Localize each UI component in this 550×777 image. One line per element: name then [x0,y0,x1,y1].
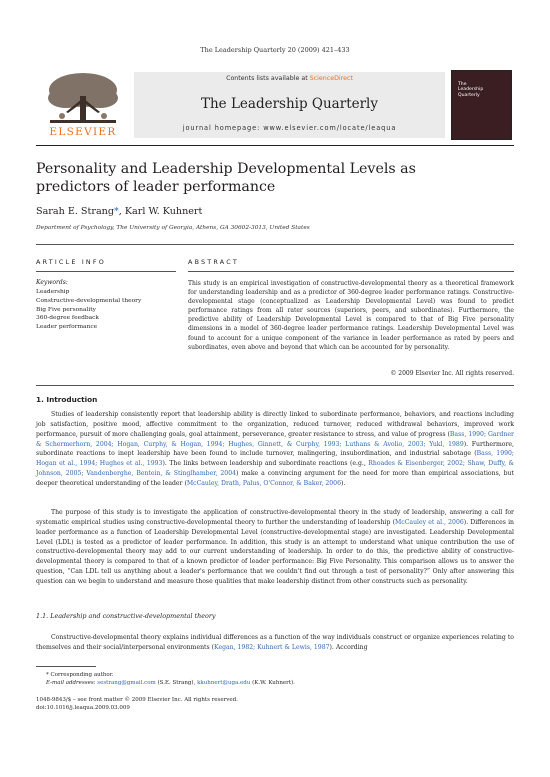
email-link[interactable]: kkuhnert@uga.edu [197,680,251,686]
publisher-logo-text: ELSEVIER [49,126,117,138]
affiliation: Department of Psychology, The University of Georgia, Athens, GA 30602-3013, United States [36,225,310,231]
subsection-heading: 1.1. Leadership and constructive-developmental theory [36,612,216,620]
issn-line: 1048-9843/$ – see front matter © 2009 Elsevier Inc. All rights reserved. [36,697,238,703]
citation-link[interactable]: McCauley et al., 2006 [394,518,464,526]
keyword: Big Five personality [36,306,96,313]
body-paragraph: The purpose of this study is to investigate the application of constructive-developmental theory in the study of leadership, answering a call for systematic empirical studies using constructive-developmental theory to further the understanding of leadership (McCauley et al., 2006). Differences in leader performance as a function of Leadership Developmental Level (constructive-developmental stage) are investigated. Leadership Developmental Level (LDL) is tested as a predictor of leader performance. In addition, this study is an attempt to understand what unique contribution the use of constructive-developmental theory may add to our current understanding of leadership. In order to do this, the predictive ability of constructive-developmental theory is compared to that of a known predictor of leader performance: Big Five Personality. This comparison allows us to answer the question, “Can LDL tell us anything about a leader's performance that we couldn't find out through a test of personality?” Only after answering this question can we begin to understand and measure those qualities that make leadership distinct from other constructs such as personality. [36,509,514,585]
author-name: , Karl W. Kuhnert [118,206,203,217]
journal-homepage [134,124,445,132]
abstract-rule [188,271,514,272]
article-title: Personality and Leadership Developmental Levels as predictors of leader performance [36,161,416,195]
citation-link[interactable]: Rhoades & Eisenberger, 2002; Shaw, Duffy, & Johnson, 2005; Vandenberghe, Bentein, & Stinglhamber, 2004 [36,460,515,478]
section-rule [36,244,514,245]
contents-prefix: Contents lists available at [226,75,310,82]
article-info-rule [36,271,176,272]
citation-link[interactable]: McCauley, Drath, Palus, O'Connor, & Baker, 2006 [186,479,342,487]
sciencedirect-link[interactable]: ScienceDirect [309,75,353,82]
abstract-heading: ABSTRACT [188,258,240,266]
keyword: Constructive-developmental theory [36,297,142,304]
journal-name: The Leadership Quarterly [200,96,379,112]
keyword: 360-degree feedback [36,315,99,322]
footnote-rule [36,666,96,667]
homepage-url[interactable]: www.elsevier.com/locate/leaqua [263,124,397,132]
contents-line [134,75,445,82]
body-paragraph: Constructive-developmental theory explains individual differences as a function of the way individuals construct or organize experiences relating to themselves and their social/interpersonal environments (Kegan, 1982; Kuhnert & Lewis, 1987). According [36,634,514,651]
doi-link[interactable]: doi:10.1016/j.leaqua.2009.03.009 [36,705,130,711]
body-paragraph: Studies of leadership consistently report that leadership ability is directly linked to subordinate performance, behaviors, and reactions including job satisfaction, positive mood, affective commitment to the organization, reduced turnover, reduced withdrawal behaviors, improved work performance, pursuit of more challenging goals, goal attainment, perseverance, greater resistance to stress, and value of progress (Bass, 1990; Gardner & Schermerhorn, 2004; Hogan, Curphy, & Hogan, 1994; Hughes, Ginnett, & Curphy, 1993; Luthans & Avolio, 2003; Yukl, 1989). Furthermore, subordinate reactions to inept leadership have been found to include turnover, malingering, insubordination, and industrial sabotage (Bass, 1990; Hogan et al., 1994; Hughes et al., 1993). The links between leadership and subordinate reactions (e.g., Rhoades & Eisenberger, 2002; Shaw, Duffy, & Johnson, 2005; Vandenberghe, Bentein, & Stinglhamber, 2004) make a convincing argument for the need for more than empirical associations, but deeper theoretical understanding of the leader (McCauley, Drath, Palus, O'Connor, & Baker, 2006). [36,411,515,487]
keyword: Leader performance [36,324,98,331]
corresponding-author-mark[interactable]: * [113,206,119,217]
cover-title: The Leadership Quarterly [458,82,484,98]
keyword: Leadership [36,289,70,295]
abstract-text: This study is an empirical investigation of constructive-developmental theory as a theoretical framework for understanding leadership and as a predictor of 360-degree leader performance ratings. Constructive-developmental stage (conceptualized as Leadership Developmental Level) was found to predict performance ratings from all rater sources (superiors, peers, and subordinates). Furthermore, the predictive ability of Leadership Developmental Level is compared to that of Big Five personality dimensions in a model of 360-degree leader performance ratings. Leadership Developmental Level was found to account for a unique component of the variance in leader performance as rated by peers and subordinates, even above and beyond that which can be accounted for by personality. [188,280,514,351]
keywords-list [36,288,176,332]
email-note: E-mail addresses: sestrang@gmail.com (S.E. Strang), kkuhnert@uga.edu (K.W. Kuhnert). [46,680,295,686]
keywords-label: Keywords: [36,279,68,286]
homepage-label: journal homepage: [182,124,264,132]
section-rule [36,385,514,386]
running-head: The Leadership Quarterly 20 (2009) 421–433 [200,46,350,54]
article-info-heading: ARTICLE INFO [36,258,106,266]
citation-link[interactable]: Kegan, 1982; Kuhnert & Lewis, 1987 [214,643,330,651]
copyright: © 2009 Elsevier Inc. All rights reserved. [390,370,514,377]
citation-link[interactable]: Bass, 1990; Hogan et al., 1994; Hughes et al., 1993 [36,450,514,468]
corresponding-author-note: * Corresponding author. [46,672,114,678]
journal-cover-image [451,70,512,140]
citation-link[interactable]: Bass, 1990; Gardner & Schermerhorn, 2004; Hogan, Curphy, & Hogan, 1994; Hughes, Ginnett, & Curphy, 1993; Luthans & Avolio, 2003; Yukl, 1989 [36,430,514,448]
author-list [36,206,436,217]
author-name: Sarah E. Strang [36,206,114,217]
header-rule [36,145,514,146]
email-link[interactable]: sestrang@gmail.com [97,680,156,686]
section-heading: 1. Introduction [36,395,98,404]
